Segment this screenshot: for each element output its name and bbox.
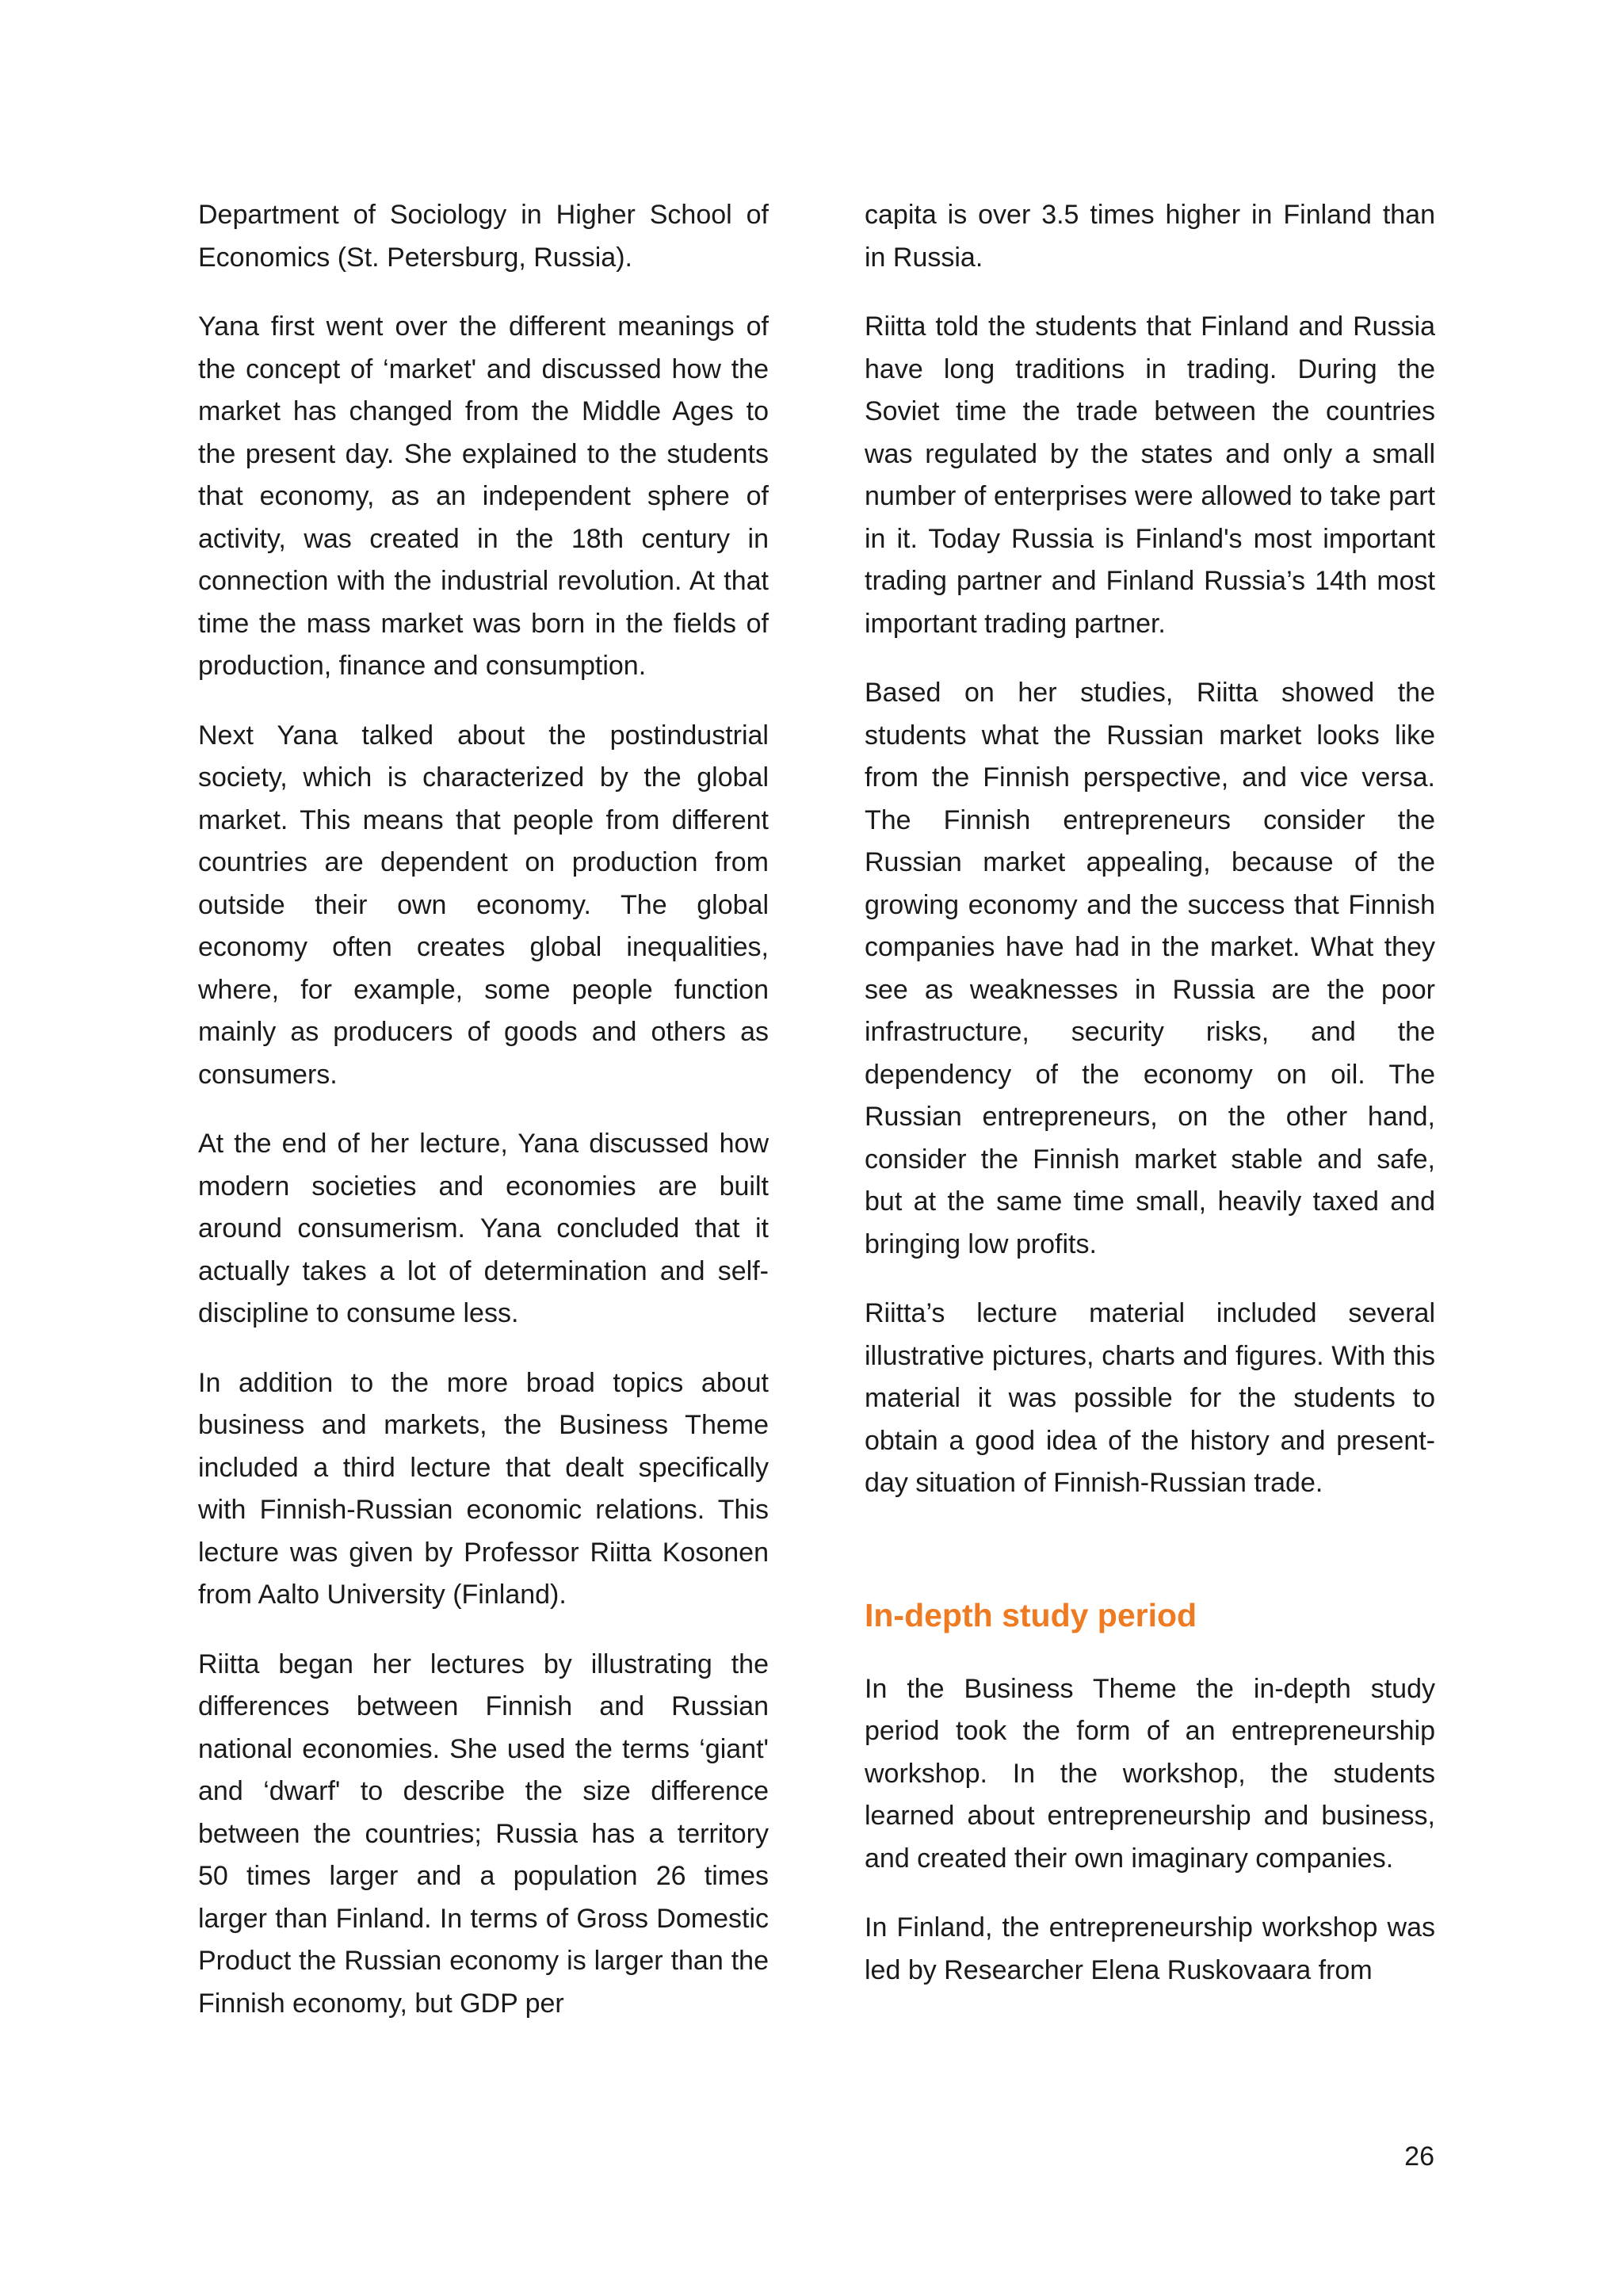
paragraph: Department of Sociology in Higher School of Economics (St. Petersburg, Russia). bbox=[198, 200, 769, 273]
paragraph: Next Yana talked about the postindustrial society, which is characterized by the global market. This means that people from different countries are dependent on production from outside their own economy. The global economy often creates global inequalities, where, for example, some people function mainly as producers of goods and others as consumers. bbox=[198, 720, 769, 1090]
left-column bbox=[198, 194, 769, 2052]
paragraph: Based on her studies, Riitta showed the students what the Russian market looks like from the Finnish perspective, and vice versa. The Finnish entrepreneurs consider the Russian market appealing, because of the growing economy and the success that Finnish companies have had in the market. What they see as weaknesses in Russia are the poor infrastructure, security risks, and the dependency of the economy on oil. The Russian entrepreneurs, on the other hand, consider the Finnish market stable and safe, but at the same time small, heavily taxed and bringing low profits. bbox=[865, 678, 1435, 1259]
paragraph: Riitta’s lecture material included several illustrative pictures, charts and figures. With this material it was possible for the students to obtain a good idea of the history and present-day situation of Finnish-Russian trade. bbox=[865, 1298, 1435, 1498]
paragraph: Riitta began her lectures by illustrating the differences between Finnish and Russian national economies. She used the terms ‘giant' and ‘dwarf' to describe the size difference between the countries; Russia has a territory 50 times larger and a population 26 times larger than Finland. In terms of Gross Domestic Product the Russian economy is larger than the Finnish economy, but GDP per bbox=[198, 1648, 769, 2019]
section-heading: In-depth study period bbox=[865, 1596, 1197, 1633]
paragraph: Riitta told the students that Finland and Russia have long traditions in trading. During the Soviet time the trade between the countries was regulated by the states and only a small number of enterprises were allowed to take part in it. Today Russia is Finland's most important trading partner and Finland Russia’s 14th most important trading partner. bbox=[865, 311, 1435, 639]
paragraph: At the end of her lecture, Yana discussed how modern societies and economies are built around consumerism. Yana concluded that it actually takes a lot of determination and self-discipline to consume less. bbox=[198, 1129, 769, 1328]
paragraph: In the Business Theme the in-depth study period took the form of an entrepreneurship workshop. In the workshop, the students learned about entrepreneurship and business, and created their own imaginary companies. bbox=[865, 1673, 1435, 1874]
page-number: 26 bbox=[1404, 2141, 1434, 2172]
paragraph: In Finland, the entrepreneurship workshop was led by Researcher Elena Ruskovaara from bbox=[865, 1912, 1435, 1985]
paragraph: capita is over 3.5 times higher in Finland than in Russia. bbox=[865, 200, 1435, 273]
paragraph: Yana first went over the different meanings of the concept of ‘market' and discussed how the market has changed from the Middle Ages to the present day. She explained to the students that economy, as an independent sphere of activity, was created in the 18th century in connection with the industrial revolution. At that time the mass market was born in the fields of production, finance and consumption. bbox=[198, 311, 769, 681]
paragraph: In addition to the more broad topics about business and markets, the Business Theme included a third lecture that dealt specifically with Finnish-Russian economic relations. This lecture was given by Professor Riitta Kosonen from Aalto University (Finland). bbox=[198, 1367, 769, 1610]
right-column bbox=[865, 194, 1435, 2019]
